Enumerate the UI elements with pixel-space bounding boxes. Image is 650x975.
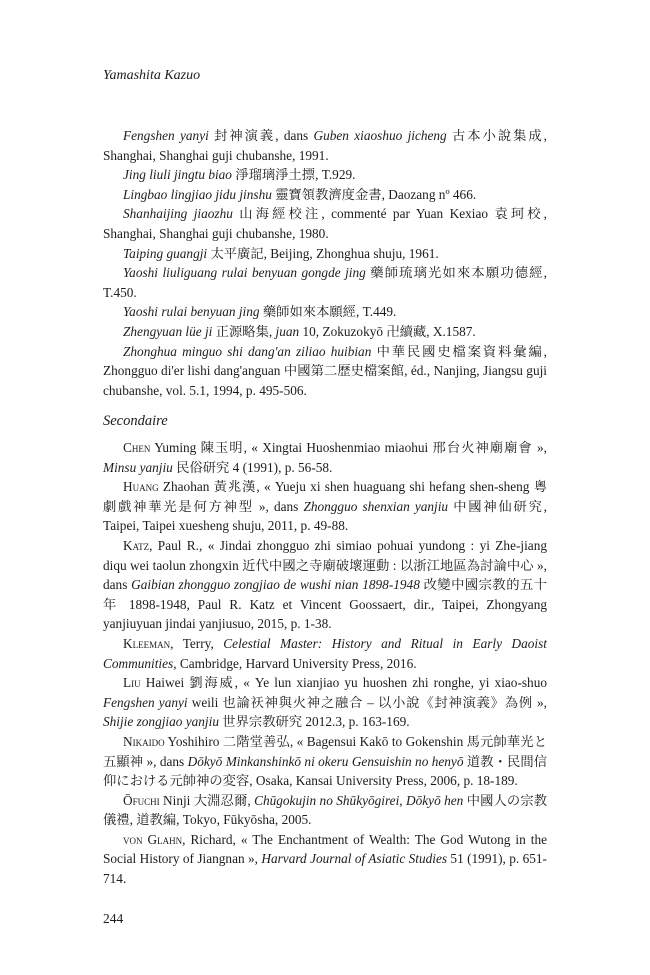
bibliography-entry	[103, 165, 547, 185]
entry-text: Ninji 大淵忍爾,	[159, 792, 255, 808]
bibliography-entry	[103, 732, 547, 791]
author-surname: Chen	[123, 440, 151, 455]
entry-text: 51 (1991), p. 651-714.	[103, 851, 547, 887]
italic-title: Guben xiaoshuo jicheng	[313, 128, 447, 143]
entry-text: 太平廣記, Beijing, Zhonghua shuju, 1961.	[207, 245, 439, 261]
italic-title: Chūgokujin no Shūkyōgirei, Dōkyō hen	[254, 792, 464, 808]
entry-text: 10, Zokuzokyō 卍續藏, X.1587.	[299, 323, 476, 339]
entry-text: 道教・民間信仰における元帥神の変容, Osaka, Kansai University Press, 2006, p. 18-189.	[103, 753, 548, 789]
author-surname: Nikaido	[123, 733, 165, 749]
entry-text: 山海經校注, commenté par Yuan Kexiao 袁珂校, Shanghai, Shanghai guji chubanshe, 1980.	[103, 206, 547, 241]
author-surname: Kleeman	[123, 635, 171, 651]
bibliography-entry	[103, 185, 547, 205]
page-number: 244	[103, 911, 124, 926]
entry-text: 藥師如來本願經, T.449.	[259, 304, 397, 320]
entry-text: weili 也論祆神與火神之融合 – 以小說《封神演義》為例 »,	[187, 694, 547, 710]
italic-title: juan	[275, 323, 300, 339]
entry-text: 中國神仙研究, Taipei, Taipei xuesheng shuju, 2011, p. 49-88.	[103, 498, 547, 534]
author-surname: Huang	[123, 479, 159, 495]
italic-title: Shanhaijing jiaozhu	[123, 206, 233, 222]
italic-title: Zhengyuan lüe ji	[123, 323, 213, 339]
entry-text: , Richard, « The Enchantment of Wealth: The God Wutong in the Social History of Jiangnan »,	[103, 831, 547, 867]
italic-title: Celestial Master: History and Ritual in Early Daoist Communities	[103, 635, 547, 671]
italic-title: Fengshen yanyi	[103, 694, 188, 710]
italic-title: Dōkyō Minkanshinkō ni okeru Gensuishin no henyō	[187, 753, 464, 769]
entry-text: 中國人の宗教儀禮, 道教編, Tokyo, Fūkyōsha, 2005.	[103, 792, 548, 828]
italic-title: Yaoshi liuliguang rulai benyuan gongde jing	[123, 265, 366, 281]
italic-title: Jing liuli jingtu biao	[123, 167, 232, 183]
section-title-secondaire: Secondaire	[103, 413, 168, 429]
italic-title: Shijie zongjiao yanjiu	[103, 714, 219, 730]
bibliography-entry	[103, 204, 547, 243]
italic-title: Lingbao lingjiao jidu jinshu	[123, 186, 272, 202]
entry-text: 正源略集,	[212, 323, 276, 339]
entry-text: Yoshihiro 二階堂善弘, « Bagensui Kakō to Gokenshin 馬元帥華光と五顯神 », dans	[103, 733, 547, 769]
author-surname: Katz	[123, 537, 150, 553]
entry-text: 藥師琉璃光如來本願功德經, T.450.	[103, 265, 547, 300]
entry-text: , Cambridge, Harvard University Press, 2016.	[173, 655, 417, 671]
entry-text: , Paul R., « Jindai zhongguo zhi simiao pohuai yundong : yi Zhe-jiang diqu wei taolun zhongxin 近代中國之寺廟破壞運動 : 以浙江地區為討論中心 », dans	[103, 537, 547, 593]
bibliography-entry	[103, 342, 547, 401]
entry-text: 淨瑠璃淨土摽, T.929.	[231, 167, 356, 183]
italic-title: Zhongguo shenxian yanjiu	[303, 498, 449, 514]
entry-text: , Terry,	[170, 635, 224, 651]
bibliography-entry	[103, 263, 547, 302]
author-surname: Liu	[123, 675, 141, 691]
entry-text: Haiwei 劉海威, « Ye lun xianjiao yu huoshen zhi ronghe, yi xiao-shuo	[140, 675, 547, 691]
secondary-sources-list	[103, 438, 547, 889]
bibliography-entry	[103, 673, 547, 732]
italic-title: Gaibian zhongguo zongjiao de wushi nian 1898-1948	[131, 577, 420, 593]
italic-title: Taiping guangji	[123, 245, 208, 261]
bibliography-entry	[103, 244, 547, 264]
running-head: Yamashita Kazuo	[103, 68, 201, 83]
italic-title: Zhonghua minguo shi dang'an ziliao huibian	[123, 343, 372, 359]
entry-text: 世界宗教研究 2012.3, p. 163-169.	[218, 714, 410, 730]
entry-text: 古本小說集成, Shanghai, Shanghai guji chubanshe, 1991.	[103, 128, 547, 163]
italic-title: Yaoshi rulai benyuan jing	[123, 304, 260, 320]
entry-text: Zhaohan 黃兆漢, « Yueju xi shen huaguang shi hefang shen-sheng 粵劇戲神華光是何方神型 », dans	[103, 479, 547, 514]
entry-text: 中華民國史檔案資料彙編, Zhongguo di'er lishi dang'anguan 中國第二歷史檔案館, éd., Nanjing, Jiangsu guji chubanshe, vol. 5.1, 1994, p. 495-506.	[103, 343, 547, 398]
italic-title: Harvard Journal of Asiatic Studies	[261, 851, 448, 867]
bibliography-entry	[103, 830, 547, 889]
entry-text: Yuming 陳玉明, « Xingtai Huoshenmiao miaohui 邢台火神廟廟會 »,	[150, 440, 547, 455]
bibliography-entry	[103, 634, 547, 673]
author-surname: Ōfuchi	[123, 792, 160, 808]
bibliography-entry	[103, 322, 547, 342]
bibliography-entry	[103, 126, 547, 165]
primary-sources-list	[103, 126, 547, 400]
bibliography-entry	[103, 477, 547, 536]
entry-text: 封神演義, dans	[208, 128, 314, 143]
bibliography-entry	[103, 536, 547, 634]
entry-text: 靈寶領教濟度金書, Daozang nº 466.	[271, 186, 477, 202]
italic-title: Fengshen yanyi	[123, 128, 209, 143]
author-surname: von Glahn	[123, 831, 183, 847]
bibliography-entry	[103, 791, 547, 830]
bibliography-entry	[103, 302, 547, 322]
entry-text: 改變中國宗教的五十年 1898-1948, Paul R. Katz et Vincent Goossaert, dir., Taipei, Zhongyang yanjiuyuan jindai yanjiusuo, 2015, p. 1-38.	[103, 577, 548, 632]
italic-title: Minsu yanjiu	[103, 459, 173, 475]
bibliography-entry	[103, 438, 547, 477]
entry-text: 民俗研究 4 (1991), p. 56-58.	[172, 459, 333, 475]
